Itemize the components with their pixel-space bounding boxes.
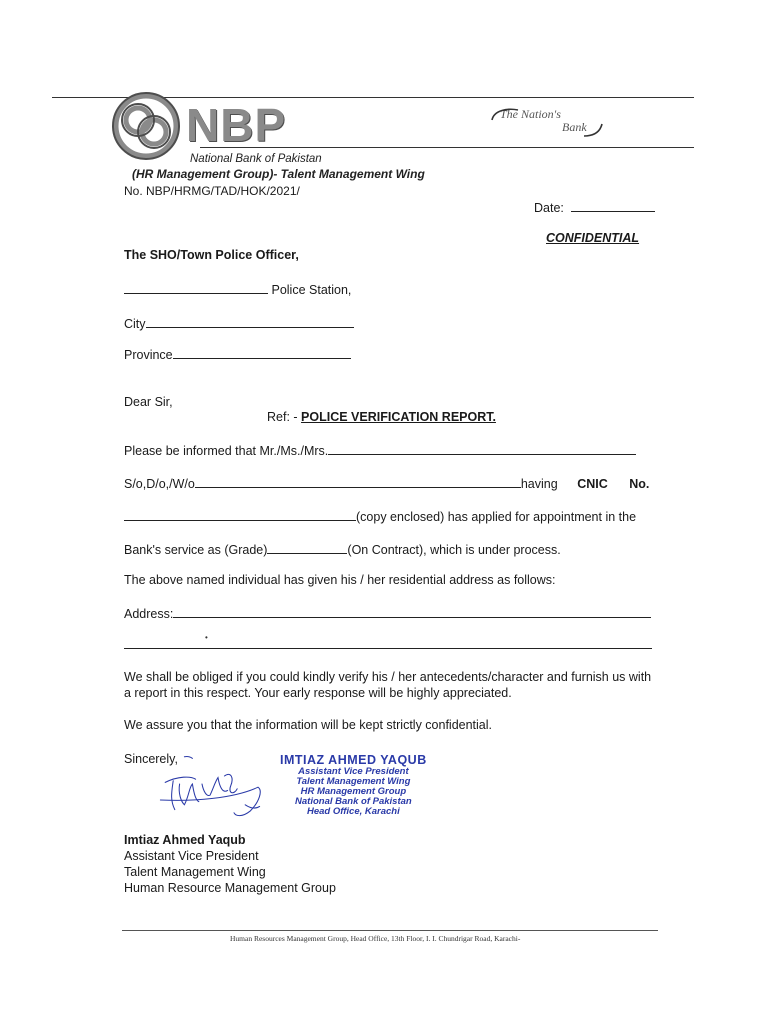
city-label: City — [124, 317, 146, 331]
police-station-blank — [124, 281, 268, 294]
wing-title: (HR Management Group)- Talent Management Wing — [132, 167, 425, 181]
reference-subject-line — [267, 410, 496, 424]
cnic-no-label: No. — [629, 477, 650, 491]
police-station-line — [124, 281, 351, 297]
service-text-a: Bank's service as (Grade) — [124, 543, 268, 557]
reference-number: No. NBP/HRMG/TAD/HOK/2021/ — [124, 184, 300, 198]
informed-text: Please be informed that Mr./Ms./Mrs. — [124, 444, 329, 458]
salutation: Dear Sir, — [124, 395, 173, 409]
grade-blank — [267, 541, 347, 554]
informed-line — [124, 442, 636, 458]
name-blank — [328, 442, 636, 455]
service-text-b: (On Contract), which is under process. — [347, 543, 561, 557]
cnic-blank — [124, 508, 356, 521]
tagline-line-1: The Nation's — [500, 107, 561, 121]
service-line — [124, 541, 561, 557]
ref-subject: POLICE VERIFICATION REPORT. — [301, 410, 496, 424]
org-name: National Bank of Pakistan — [190, 153, 322, 165]
province-label: Province — [124, 348, 173, 362]
address-label: Address: — [124, 607, 174, 621]
date-blank — [571, 199, 655, 212]
footer-rule — [122, 930, 658, 931]
address-line — [124, 605, 651, 621]
official-stamp — [280, 755, 427, 817]
assure-paragraph: We assure you that the information will be kept strictly confidential. — [124, 718, 492, 732]
signatory-wing: Talent Management Wing — [124, 865, 266, 879]
stamp-line-5: Head Office, Karachi — [306, 806, 400, 817]
verify-paragraph: We shall be obliged if you could kindly verify his / her antecedents/character and furnish us with a report in this respect. Your early response will be highly appreciated. — [124, 670, 652, 700]
nbp-logo-icon — [108, 88, 184, 164]
address-blank — [173, 605, 651, 618]
province-blank — [173, 346, 351, 359]
date-line — [534, 199, 655, 215]
relation-line — [124, 475, 649, 491]
addressee-title: The SHO/Town Police Officer, — [124, 248, 299, 262]
date-label: Date: — [534, 201, 564, 215]
having-label: having — [520, 477, 558, 491]
cnic-label: CNIC — [577, 477, 608, 491]
relation-label: S/o,D/o,/W/o — [124, 477, 195, 491]
tagline-swoosh-icon — [488, 106, 608, 140]
copy-text: (copy enclosed) has applied for appointment in the — [356, 510, 637, 524]
stray-mark: • — [205, 633, 208, 642]
stamp-line-4: National Bank of Pakistan — [295, 796, 412, 807]
footer-address: Human Resources Management Group, Head Office, 13th Floor, I. I. Chundrigar Road, Karachi- — [230, 934, 521, 943]
province-line — [124, 346, 351, 362]
ref-label: Ref: - — [267, 410, 298, 424]
handwritten-signature — [140, 752, 280, 832]
signatory-group: Human Resource Management Group — [124, 881, 336, 895]
copy-line — [124, 508, 636, 524]
police-station-label: Police Station, — [271, 283, 352, 297]
signatory-name: Imtiaz Ahmed Yaqub — [124, 833, 246, 847]
address-blank-2 — [124, 648, 652, 649]
stamp-line-1: Assistant Vice President — [298, 766, 409, 777]
closing: Sincerely, — [124, 752, 178, 766]
confidential-mark: CONFIDENTIAL — [546, 231, 640, 245]
tagline-line-2: Bank — [562, 120, 587, 134]
city-blank — [146, 315, 354, 328]
city-line — [124, 315, 354, 331]
stamp-name: IMTIAZ AHMED YAQUB — [280, 753, 427, 767]
signatory-title: Assistant Vice President — [124, 849, 259, 863]
stamp-line-3: HR Management Group — [300, 786, 407, 797]
stamp-line-2: Talent Management Wing — [296, 776, 411, 787]
address-intro: The above named individual has given his / her residential address as follows: — [124, 573, 556, 587]
relation-blank — [195, 475, 521, 488]
logo-wordmark: NBP — [186, 99, 287, 151]
